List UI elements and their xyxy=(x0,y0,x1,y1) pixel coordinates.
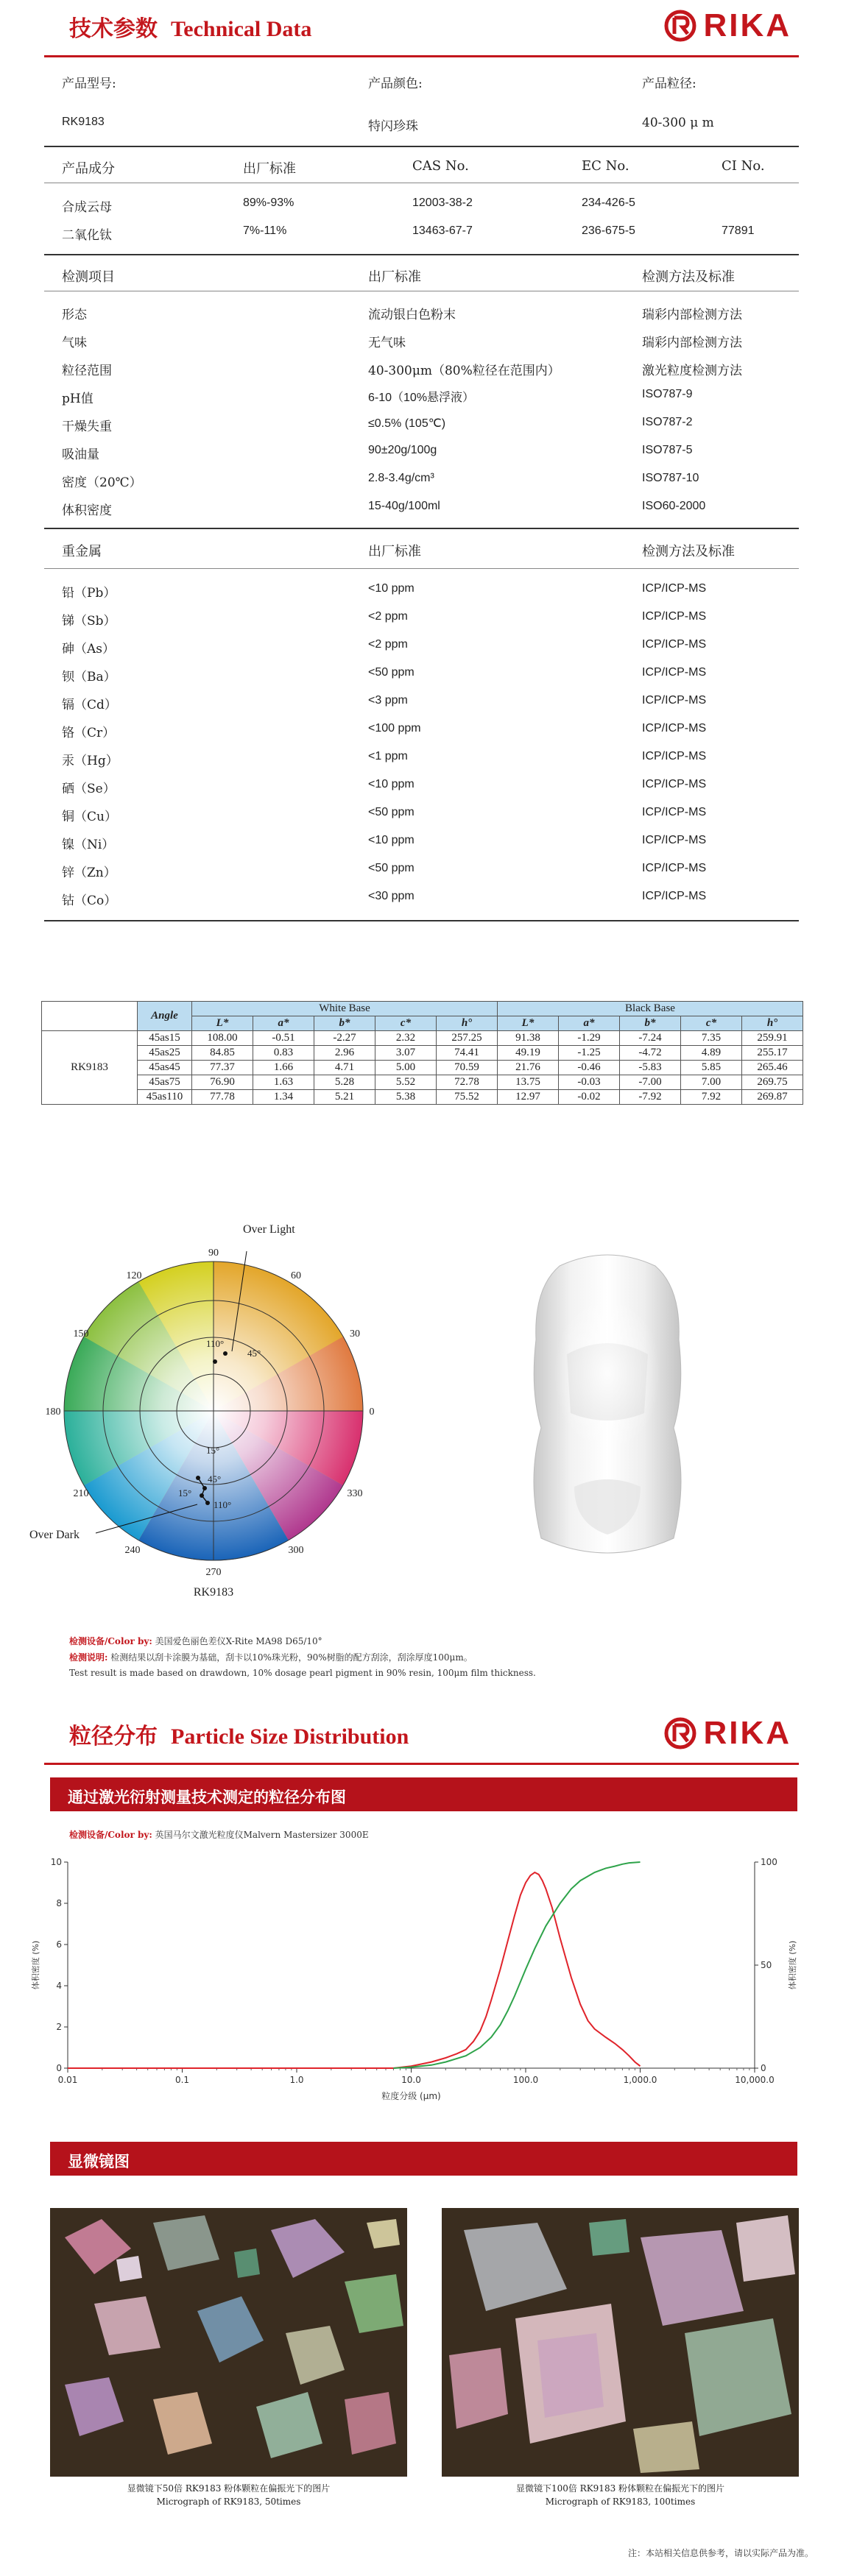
white-base-header: White Base xyxy=(192,1002,498,1016)
col-header: c* xyxy=(681,1016,742,1031)
table-row xyxy=(44,855,799,883)
cell: 90±20g/100g xyxy=(368,444,437,456)
cell: 5.85 xyxy=(681,1061,742,1075)
series-line-density xyxy=(393,1872,640,2068)
cell: 7.92 xyxy=(681,1090,742,1105)
cell: 铬（Cr） xyxy=(62,726,116,740)
cell: <2 ppm xyxy=(368,610,408,623)
table-row xyxy=(44,190,799,218)
color-english-note: Test result is made based on drawdown, 10% dosage pearl pigment in 90% resin, 100μm film thickness. xyxy=(69,1668,536,1678)
dark-point xyxy=(196,1476,200,1480)
table-row xyxy=(44,218,799,246)
x-tick-label: 10,000.0 xyxy=(735,2075,775,2085)
cell: 砷（As） xyxy=(62,642,116,657)
cell: 1.34 xyxy=(253,1090,314,1105)
product-cell: RK9183 xyxy=(42,1031,138,1105)
cell: ICP/ICP-MS xyxy=(642,862,707,874)
cell: 45as75 xyxy=(138,1075,192,1090)
wheel xyxy=(64,1262,363,1560)
cell: ICP/ICP-MS xyxy=(642,806,707,818)
col-header: b* xyxy=(620,1016,681,1031)
degree-label: 240 xyxy=(124,1545,141,1556)
y-tick-label-left: 0 xyxy=(56,2063,62,2073)
table-row xyxy=(44,771,799,799)
cell: 45as25 xyxy=(138,1046,192,1061)
cell: 1.66 xyxy=(253,1061,314,1075)
table-row xyxy=(44,827,799,855)
cell: 76.90 xyxy=(192,1075,253,1090)
footnote: 注：本站相关信息供参考，请以实际产品为准。 xyxy=(627,2548,814,2558)
cell: 2.32 xyxy=(375,1031,437,1046)
over-dark-label: Over Dark xyxy=(29,1529,80,1541)
model-label: 产品型号: xyxy=(62,77,116,91)
series-line-cumulative xyxy=(393,1862,640,2068)
cell: ICP/ICP-MS xyxy=(642,694,707,707)
header-cell: 检测方法及标准 xyxy=(642,544,735,559)
divider xyxy=(44,528,799,529)
cell: 钴（Co） xyxy=(62,894,117,908)
cell: 75.52 xyxy=(437,1090,498,1105)
cell: 7.35 xyxy=(681,1031,742,1046)
cell: 硒（Se） xyxy=(62,782,116,796)
cell: 108.00 xyxy=(192,1031,253,1046)
cell: 5.21 xyxy=(314,1090,375,1105)
particle-size-chart xyxy=(0,1847,843,2127)
cell: <100 ppm xyxy=(368,722,421,735)
rika-logo: RIKA xyxy=(663,1715,791,1752)
cell: <1 ppm xyxy=(368,750,408,762)
cell: 5.00 xyxy=(375,1061,437,1075)
cell: 234-426-5 xyxy=(582,197,635,209)
table-row xyxy=(44,715,799,743)
cell: 钡（Ba） xyxy=(62,670,116,684)
cell: <10 ppm xyxy=(368,582,415,595)
y-tick-label-left: 2 xyxy=(56,2022,62,2032)
cell: 49.19 xyxy=(498,1046,559,1061)
blank-cell xyxy=(42,1002,138,1031)
col-header: h° xyxy=(742,1016,803,1031)
cell: ISO787-10 xyxy=(642,472,699,484)
table-row xyxy=(44,576,799,604)
cell: -0.51 xyxy=(253,1031,314,1046)
cell: 干燥失重 xyxy=(62,420,112,434)
cell: ICP/ICP-MS xyxy=(642,778,707,790)
cell: ICP/ICP-MS xyxy=(642,582,707,595)
micrograph-100x-caption: 显微镜下100倍 RK9183 粉体颗粒在偏振光下的图片 Micrograph of RK9183, 100times xyxy=(515,2483,725,2507)
table-row xyxy=(44,409,799,437)
cell: ICP/ICP-MS xyxy=(642,750,707,762)
particle-title: 粒径分布 Particle Size Distribution xyxy=(69,1724,409,1749)
cell: ICP/ICP-MS xyxy=(642,722,707,735)
dark-point xyxy=(205,1501,210,1505)
y-tick-label-right: 100 xyxy=(761,1857,777,1867)
degree-label: 0 xyxy=(369,1406,375,1418)
model-value: RK9183 xyxy=(62,116,105,128)
cell: <30 ppm xyxy=(368,890,415,902)
heavy-metals-rows xyxy=(44,576,799,911)
x-tick-label: 0.1 xyxy=(174,2075,190,2085)
cell: ISO787-5 xyxy=(642,444,693,456)
header-cell: 出厂标准 xyxy=(368,544,421,559)
y-axis-label-left: 体积密度 (%) xyxy=(31,1940,40,1990)
cell: -1.25 xyxy=(559,1046,620,1061)
header-cell: 检测方法及标准 xyxy=(642,269,735,285)
composition-header xyxy=(44,152,799,180)
cell: 77.78 xyxy=(192,1090,253,1105)
cell: 密度（20℃） xyxy=(62,475,142,490)
col-header: a* xyxy=(253,1016,314,1031)
cell: pH值 xyxy=(62,392,94,406)
microscope-banner: 显微镜图 xyxy=(50,2142,797,2176)
cell: ISO787-2 xyxy=(642,416,693,428)
heavy-metals-table xyxy=(44,534,799,562)
cell: 12.97 xyxy=(498,1090,559,1105)
cell: 镍（Ni） xyxy=(62,838,115,852)
header-cell: EC No. xyxy=(582,158,629,174)
rika-logo-icon xyxy=(663,9,697,43)
micrograph-50x xyxy=(50,2208,407,2477)
degree-label: 300 xyxy=(288,1545,304,1556)
over-light-label: Over Light xyxy=(243,1223,295,1236)
cell: 45as45 xyxy=(138,1061,192,1075)
speed-shape-image xyxy=(515,1244,699,1568)
angle-label: 110° xyxy=(206,1338,225,1349)
cell: 3.07 xyxy=(375,1046,437,1061)
cell: 70.59 xyxy=(437,1061,498,1075)
testing-table xyxy=(44,260,799,288)
angle-label: 110° xyxy=(214,1499,232,1510)
cell: 15-40g/100ml xyxy=(368,500,440,512)
cell: 12003-38-2 xyxy=(412,197,473,209)
cell: 4.71 xyxy=(314,1061,375,1075)
micrograph-50x-image xyxy=(50,2208,407,2477)
cell: ICP/ICP-MS xyxy=(642,638,707,651)
cell: 257.25 xyxy=(437,1031,498,1046)
x-tick-label: 10.0 xyxy=(401,2075,421,2085)
cell: -5.83 xyxy=(620,1061,681,1075)
cell: 合成云母 xyxy=(62,200,112,215)
table-row xyxy=(44,353,799,381)
degree-label: 150 xyxy=(73,1328,89,1340)
cell: 77.37 xyxy=(192,1061,253,1075)
cell: 铅（Pb） xyxy=(62,586,116,601)
cell: -4.72 xyxy=(620,1046,681,1061)
color-table-header-1 xyxy=(42,1002,803,1016)
cell: 255.17 xyxy=(742,1046,803,1061)
cell: 1.63 xyxy=(253,1075,314,1090)
degree-label: 210 xyxy=(73,1488,89,1499)
black-base-header: Black Base xyxy=(498,1002,803,1016)
cell: -7.24 xyxy=(620,1031,681,1046)
chart-series xyxy=(68,1862,641,2068)
y-tick-label-right: 0 xyxy=(761,2063,766,2073)
cell: ICP/ICP-MS xyxy=(642,890,707,902)
cell: 5.38 xyxy=(375,1090,437,1105)
cell: -1.29 xyxy=(559,1031,620,1046)
chart-axes xyxy=(51,1857,777,2085)
particle-header xyxy=(44,1708,799,1765)
degree-label: 60 xyxy=(291,1270,301,1281)
table-row xyxy=(42,1061,803,1075)
table-row xyxy=(44,883,799,911)
dark-point xyxy=(200,1493,204,1498)
cell: 锑（Sb） xyxy=(62,614,116,629)
cell: -0.46 xyxy=(559,1061,620,1075)
x-axis-label: 粒度分级 (μm) xyxy=(381,2091,441,2101)
table-row xyxy=(44,687,799,715)
cell: 镉（Cd） xyxy=(62,698,117,712)
table-row xyxy=(44,325,799,353)
color-wheel-figure xyxy=(22,1207,390,1619)
x-tick-label: 1.0 xyxy=(289,2075,304,2085)
col-header: c* xyxy=(375,1016,437,1031)
cell: 13.75 xyxy=(498,1075,559,1090)
col-header: a* xyxy=(559,1016,620,1031)
table-row xyxy=(44,381,799,409)
cell: <10 ppm xyxy=(368,778,415,790)
cell: ICP/ICP-MS xyxy=(642,610,707,623)
y-tick-label-left: 8 xyxy=(56,1898,62,1908)
cell: 激光粒度检测方法 xyxy=(642,364,742,378)
table-row xyxy=(42,1031,803,1046)
testing-header xyxy=(44,260,799,288)
testing-rows xyxy=(44,297,799,521)
header-cell: 检测项目 xyxy=(62,269,115,285)
table-row xyxy=(44,631,799,659)
cell: 体积密度 xyxy=(62,503,112,518)
particle-banner: 通过激光衍射测量技术测定的粒径分布图 xyxy=(50,1777,797,1811)
table-row xyxy=(44,297,799,325)
cell: ≤0.5% (105℃) xyxy=(368,417,446,430)
degree-label: 270 xyxy=(205,1567,222,1578)
size-label: 产品粒径: xyxy=(642,77,696,91)
cell: 21.76 xyxy=(498,1061,559,1075)
cell: 91.38 xyxy=(498,1031,559,1046)
table-row xyxy=(44,799,799,827)
cell: ISO60-2000 xyxy=(642,500,706,512)
cell: <50 ppm xyxy=(368,862,415,874)
table-row xyxy=(44,743,799,771)
angle-label: 45° xyxy=(247,1348,261,1359)
basic-labels-row xyxy=(44,66,799,94)
cell: -7.00 xyxy=(620,1075,681,1090)
cell: 84.85 xyxy=(192,1046,253,1061)
cell: 吸油量 xyxy=(62,447,99,462)
composition-rows xyxy=(44,190,799,246)
cell: 45as110 xyxy=(138,1090,192,1105)
size-value: 40-300 μ m xyxy=(642,116,714,130)
divider xyxy=(44,254,799,255)
cell: -2.27 xyxy=(314,1031,375,1046)
micrograph-100x-image xyxy=(442,2208,799,2477)
rika-logo-icon xyxy=(663,1716,697,1750)
color-label: 产品颜色: xyxy=(368,77,423,91)
cell: 72.78 xyxy=(437,1075,498,1090)
cell: 265.46 xyxy=(742,1061,803,1075)
table-row xyxy=(44,659,799,687)
car-highlight xyxy=(549,1303,666,1479)
y-tick-label-left: 10 xyxy=(50,1857,62,1867)
technical-title: 技术参数 Technical Data xyxy=(69,16,312,42)
x-tick-label: 0.01 xyxy=(57,2075,78,2085)
degree-label: 90 xyxy=(208,1248,219,1259)
cell: 二氧化钛 xyxy=(62,228,112,243)
cell: -0.03 xyxy=(559,1075,620,1090)
cell: 259.91 xyxy=(742,1031,803,1046)
cell: 5.28 xyxy=(314,1075,375,1090)
micrograph-100x xyxy=(442,2208,799,2477)
cell: 流动银白色粉末 xyxy=(368,308,456,322)
heavy-metals-header xyxy=(44,534,799,562)
cell: -0.02 xyxy=(559,1090,620,1105)
rika-logo: RIKA xyxy=(663,7,791,44)
cell: 236-675-5 xyxy=(582,224,635,237)
divider xyxy=(44,920,799,921)
divider xyxy=(44,568,799,569)
light-point xyxy=(223,1351,227,1356)
degree-label: 120 xyxy=(126,1270,142,1281)
col-header: b* xyxy=(314,1016,375,1031)
table-row xyxy=(42,1090,803,1105)
table-row xyxy=(42,1075,803,1090)
table-row xyxy=(44,465,799,493)
cell: 89%-93% xyxy=(243,197,294,209)
light-point xyxy=(213,1359,217,1364)
degree-label: 180 xyxy=(45,1406,61,1418)
cell: 7%-11% xyxy=(243,224,287,237)
composition-table xyxy=(44,152,799,180)
cell: 2.8-3.4g/cm³ xyxy=(368,472,434,484)
degree-label: 30 xyxy=(350,1328,360,1340)
cell: <50 ppm xyxy=(368,806,415,818)
cell: -7.92 xyxy=(620,1090,681,1105)
cell: 铜（Cu） xyxy=(62,810,117,824)
cell: <3 ppm xyxy=(368,694,408,707)
angle-header: Angle xyxy=(138,1002,192,1031)
cell: 瑞彩内部检测方法 xyxy=(642,308,742,322)
basic-values-row xyxy=(44,109,799,137)
x-tick-label: 100.0 xyxy=(512,2075,539,2085)
y-tick-label-left: 4 xyxy=(56,1981,62,1991)
degree-label: 330 xyxy=(347,1488,363,1499)
cell: 形态 xyxy=(62,308,87,322)
cell: 269.87 xyxy=(742,1090,803,1105)
cell: 无气味 xyxy=(368,336,406,350)
cell: 13463-67-7 xyxy=(412,224,473,237)
angle-label: 15° xyxy=(178,1487,192,1498)
color-value: 特闪珍珠 xyxy=(368,119,418,134)
cell: 粒径范围 xyxy=(62,364,112,378)
header-cell: 重金属 xyxy=(62,544,102,559)
col-header: L* xyxy=(192,1016,253,1031)
cell: 45as15 xyxy=(138,1031,192,1046)
cell: <50 ppm xyxy=(368,666,415,679)
cell: 汞（Hg） xyxy=(62,754,119,768)
col-header: h° xyxy=(437,1016,498,1031)
wheel-product-label: RK9183 xyxy=(193,1586,234,1599)
table-row xyxy=(44,437,799,465)
cell: 74.41 xyxy=(437,1046,498,1061)
y-axis-label-right: 体积密度 (%) xyxy=(788,1940,797,1990)
header-cell: CAS No. xyxy=(412,158,469,174)
color-device-note: 检测设备/Color by: 美国爱色丽色差仪X-Rite MA98 D65/10° xyxy=(69,1636,322,1646)
header-cell: CI No. xyxy=(722,158,765,174)
table-row xyxy=(42,1046,803,1061)
cell: 4.89 xyxy=(681,1046,742,1061)
cell: ISO787-9 xyxy=(642,388,693,400)
micrograph-50x-caption: 显微镜下50倍 RK9183 粉体颗粒在偏振光下的图片 Micrograph of RK9183, 50times xyxy=(127,2483,331,2507)
cell: 269.75 xyxy=(742,1075,803,1090)
table-row xyxy=(44,493,799,521)
header-cell: 出厂标准 xyxy=(243,161,296,177)
cell: 锌（Zn） xyxy=(62,866,116,880)
cell: 5.52 xyxy=(375,1075,437,1090)
dark-point xyxy=(202,1486,207,1490)
angle-label: 45° xyxy=(208,1473,222,1485)
cell: 2.96 xyxy=(314,1046,375,1061)
divider xyxy=(44,146,799,147)
table-row xyxy=(44,604,799,631)
cell: <10 ppm xyxy=(368,834,415,846)
cell: 7.00 xyxy=(681,1075,742,1090)
y-tick-label-right: 50 xyxy=(761,1960,772,1970)
cell: 瑞彩内部检测方法 xyxy=(642,336,742,350)
header-cell: 出厂标准 xyxy=(368,269,421,285)
color-data-table xyxy=(41,1001,803,1105)
technical-header xyxy=(44,0,799,57)
cell: 40-300μm（80%粒径在范围内） xyxy=(368,364,560,378)
angle-label: 15° xyxy=(206,1445,220,1456)
particle-device-note: 检测设备/Color by: 英国马尔文激光粒度仪Malvern Mastersizer 3000E xyxy=(69,1830,369,1840)
basic-info xyxy=(44,66,799,137)
y-tick-label-left: 6 xyxy=(56,1939,62,1950)
cell: ICP/ICP-MS xyxy=(642,666,707,679)
x-tick-label: 1,000.0 xyxy=(623,2075,657,2085)
cell: 0.83 xyxy=(253,1046,314,1061)
cell: 气味 xyxy=(62,336,87,350)
cell: 6-10（10%悬浮液） xyxy=(368,392,475,404)
cell: ICP/ICP-MS xyxy=(642,834,707,846)
col-header: L* xyxy=(498,1016,559,1031)
cell: <2 ppm xyxy=(368,638,408,651)
color-explain-note: 检测说明: 检测结果以刮卡涂膜为基础，刮卡以10%珠光粉，90%树脂的配方刮涂，刮涂厚度100μm。 xyxy=(69,1652,473,1663)
header-cell: 产品成分 xyxy=(62,161,115,177)
cell: 77891 xyxy=(722,224,755,237)
